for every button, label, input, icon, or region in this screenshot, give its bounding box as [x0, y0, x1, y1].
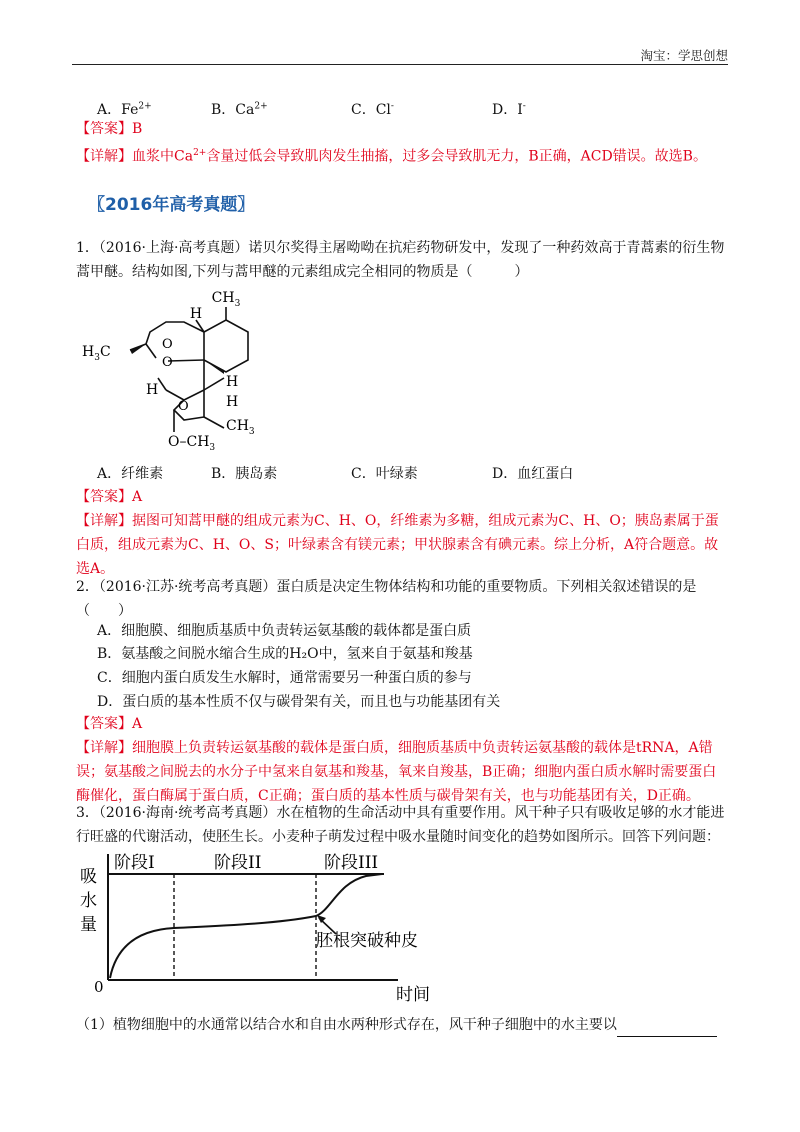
o-ch3-label: $O-CH_3$	[168, 434, 216, 452]
origin-label: 0	[94, 978, 104, 996]
h3c-label: $H_3C$	[82, 344, 111, 363]
stage-1-label: 阶段I	[114, 853, 155, 873]
q1-answer: 【答案】A	[76, 489, 143, 505]
q1-molecule-structure	[76, 282, 286, 452]
h-top-label: H	[189, 306, 203, 322]
q3-sub1: （1）植物细胞中的水通常以结合水和自由水两种形式存在，风干种子细胞中的水主要以	[76, 1013, 728, 1037]
h-r1-label: H	[226, 374, 239, 390]
q2-option-a: A．细胞膜、细胞质基质中负责转运氨基酸的载体都是蛋白质	[97, 623, 472, 639]
ch3-top-label: $CH_3$	[211, 290, 241, 309]
ch3-right-label: $CH_3$	[226, 418, 255, 437]
xlabel: 时间	[396, 985, 430, 1005]
q2-answer: 【答案】A	[76, 716, 143, 732]
q1-option-b: B．胰岛素	[211, 466, 278, 482]
annotation-label: 胚根突破种皮	[316, 931, 418, 951]
answer-blank[interactable]	[617, 1022, 717, 1037]
prev-option-a: A．$Fe^{2+}$	[97, 101, 152, 118]
h-left-label: H	[146, 382, 159, 398]
header-divider	[72, 64, 728, 65]
q2-stem: 2．（2016·江苏·统考高考真题）蛋白质是决定生物体结构和功能的重要物质。下列相关叙述错误的是（ ）	[76, 579, 697, 619]
q3-stem: 3．（2016·海南·统考高考真题）水在植物的生命活动中具有重要作用。风干种子只有吸收足够的水才能进行旺盛的代谢活动，使胚生长。小麦种子萌发过程中吸水量随时间变化的趋势如图所示。回答下列问题：	[76, 805, 725, 845]
section-title: 〖2016年高考真题〗	[88, 195, 255, 215]
q1-detail: 【详解】据图可知蒿甲醚的组成元素为C、H、O，纤维素为多糖，组成元素为C、H、O；胰岛素属于蛋白质，组成元素为C、H、O、S；叶绿素含有镁元素；甲状腺素含有碘元素。综上分析，A符合题意。故选A。	[76, 513, 719, 577]
q2-detail: 【详解】细胞膜上负责转运氨基酸的载体是蛋白质，细胞质基质中负责转运氨基酸的载体是tRNA，A错误；氨基酸之间脱去的水分子中氢来自氨基和羧基，氧来自羧基，B正确；细胞内蛋白质水解时需要蛋白酶催化，蛋白酶属于蛋白质，C正确；蛋白质的基本性质与碳骨架有关，也与功能基团有关，D正确。	[76, 740, 717, 804]
prev-option-c: C．Cl-	[351, 101, 394, 118]
prev-option-b: B．$Ca^{2+}$	[211, 101, 268, 118]
q2-option-c: C．细胞内蛋白质发生水解时，通常需要另一种蛋白质的参与	[97, 670, 472, 686]
q3-water-uptake-graph	[76, 848, 446, 1008]
q2-option-d: D．蛋白质的基本性质不仅与碳骨架有关，而且也与功能基团有关	[97, 694, 501, 710]
ylabel-char-1: 吸	[80, 867, 97, 887]
o2-label: O	[162, 355, 173, 370]
h-r2-label: H	[226, 394, 239, 410]
header-brand: 淘宝：学思创想	[640, 48, 728, 63]
o1-label: O	[162, 337, 173, 352]
prev-detail: 【详解】血浆中$Ca^{2+}$含量过低会导致肌肉发生抽搐，过多会导致肌无力，B正确，ACD错误。故选B。	[76, 148, 707, 165]
ylabel-char-2: 水	[80, 891, 97, 911]
ylabel-char-3: 量	[80, 915, 97, 935]
stage-2-label: 阶段II	[214, 853, 262, 873]
q1-option-c: C．叶绿素	[351, 466, 418, 482]
q2-option-b: B．氨基酸之间脱水缩合生成的H₂O中，氢来自于氨基和羧基	[97, 646, 473, 662]
o3-label: O	[178, 399, 189, 414]
q1-option-a: A．纤维素	[97, 466, 164, 482]
prev-answer: 【答案】B	[76, 121, 143, 137]
q1-stem: 1．（2016·上海·高考真题）诺贝尔奖得主屠呦呦在抗疟药物研发中，发现了一种药效高于青蒿素的衍生物蒿甲醚。结构如图,下列与蒿甲醚的元素组成完全相同的物质是（ ）	[76, 240, 725, 280]
prev-option-d: D．I-	[492, 101, 526, 118]
q1-option-d: D．血红蛋白	[492, 466, 574, 482]
stage-3-label: 阶段III	[324, 853, 379, 873]
